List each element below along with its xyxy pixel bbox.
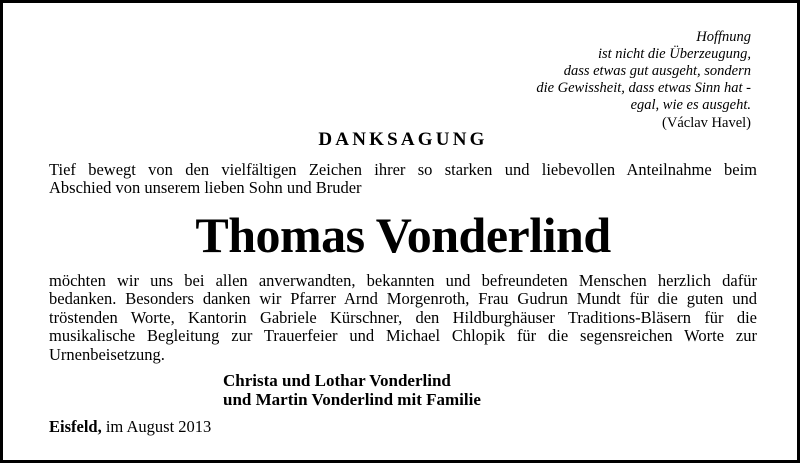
body-line: bedanken. Besonders danken wir Pfarrer Arnd Morgenroth, Frau Gudrun Mundt für die guten und	[49, 289, 757, 309]
epigraph-quote	[536, 29, 751, 132]
place-date-line	[49, 417, 211, 437]
quote-line: ist nicht die Überzeugung,	[597, 46, 751, 62]
quote-line: egal, wie es ausgeht.	[630, 97, 751, 113]
quote-line: Hoffnung	[696, 29, 751, 45]
thanks-paragraph	[49, 272, 757, 364]
quote-line: die Gewissheit, dass etwas Sinn hat -	[536, 80, 751, 96]
body-line: musikalische Begleitung zur Trauerfeier und Michael Chlopik für die segensreichen Worte zur	[49, 326, 757, 346]
signers-block	[223, 371, 481, 409]
place-name: Eisfeld,	[49, 417, 102, 436]
body-line: tröstenden Worte, Kantorin Gabriele Kürschner, den Hildburghäuser Traditions-Bläsern für die	[49, 307, 757, 327]
signer-line: und Martin Vonderlind mit Familie	[223, 390, 481, 409]
intro-line: Tief bewegt von den vielfältigen Zeichen ihrer so starken und liebevollen Anteilnahme beim	[49, 160, 757, 179]
intro-line: Abschied von unserem lieben Sohn und Bruder	[49, 178, 362, 198]
deceased-name: Thomas Vonderlind	[195, 207, 611, 263]
signer-line: Christa und Lothar Vonderlind	[223, 371, 451, 390]
intro-paragraph	[49, 161, 757, 198]
body-line: Urnenbeisetzung.	[49, 344, 165, 364]
date-text: im August 2013	[105, 417, 212, 436]
quote-author: (Václav Havel)	[662, 115, 751, 131]
body-line: möchten wir uns bei allen anverwandten, bekannten und befreundeten Menschen herzlich dafür	[49, 271, 757, 290]
heading-danksagung: DANKSAGUNG	[318, 129, 488, 150]
quote-line: dass etwas gut ausgeht, sondern	[563, 63, 751, 79]
